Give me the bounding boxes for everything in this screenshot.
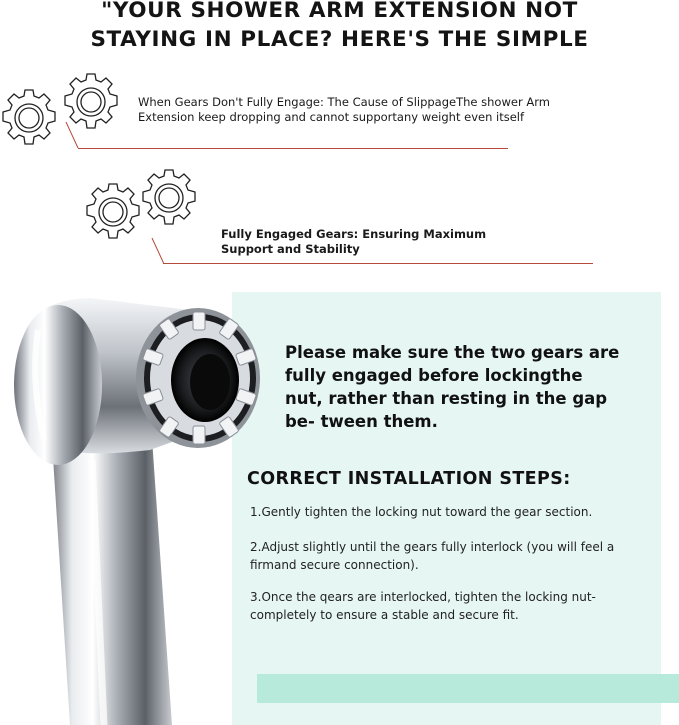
- shower-arm-photo: [0, 290, 270, 725]
- steps-heading: CORRECT INSTALLATION STEPS:: [247, 469, 571, 489]
- engagement-instruction: Please make sure the two gears are fully engaged before lockingthe nut, rather than resting in the gap be- tween them.: [285, 343, 620, 431]
- headline-line-2: STAYING IN PLACE? HERE'S THE SIMPLE: [90, 27, 589, 52]
- disengaged-caption: When Gears Don't Fully Engage: The Cause of SlippageThe shower Arm Extension keep dropping and cannot supportany weight even itself: [138, 95, 550, 124]
- page-headline: [0, 0, 679, 54]
- engaged-caption: Fully Engaged Gears: Ensuring Maximum Support and Stability: [221, 227, 487, 256]
- engaged-gears-icon: [84, 166, 204, 246]
- footer-accent-bar: [257, 674, 679, 703]
- engaged-underline: [163, 263, 593, 264]
- headline-line-1: "YOUR SHOWER ARM EXTENSION NOT: [101, 0, 578, 23]
- engaged-connector: [148, 236, 168, 266]
- step-3: 3.Once the qears are interlocked, tighten the locking nut- completely to ensure a stable and secure fit.: [250, 590, 596, 622]
- disengaged-underline: [78, 148, 508, 149]
- step-2: 2.Adjust slightly until the gears fully interlock (you will feel a firmand secure connection).: [250, 540, 615, 572]
- disengaged-connector: [62, 120, 82, 150]
- step-1: 1.Gently tighten the locking nut toward the gear section.: [250, 505, 593, 519]
